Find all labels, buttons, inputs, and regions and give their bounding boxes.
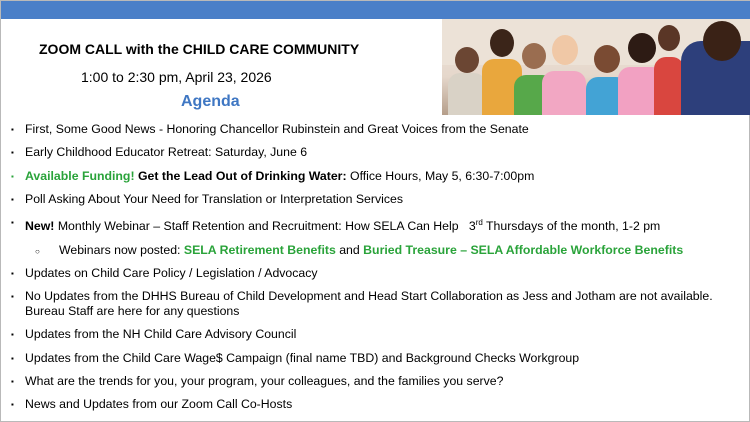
agenda-item: ▪ Early Childhood Educator Retreat: Saturday, June 6 [11, 145, 746, 160]
teacher-figure [681, 41, 750, 115]
page-title: ZOOM CALL with the CHILD CARE COMMUNITY [39, 41, 360, 57]
agenda-item: ▪ First, Some Good News - Honoring Chancellor Rubinstein and Great Voices from the Senate [11, 122, 746, 137]
children-classroom-photo [442, 19, 750, 115]
child-figure [448, 41, 486, 115]
top-banner [1, 1, 750, 19]
agenda-subitem: ○ Webinars now posted: SELA Retirement Benefits and Buried Treasure – SELA Affordable Workforce Benefits [11, 243, 746, 258]
agenda-item: ▪ Available Funding! Get the Lead Out of Drinking Water: Office Hours, May 5, 6:30-7:00pm [11, 169, 746, 184]
agenda-heading: Agenda [181, 93, 240, 110]
agenda-item: ▪ No Updates from the DHHS Bureau of Child Development and Head Start Collaboration as Jess and Jotham are not available. Bureau Staff are here for any questions [11, 289, 746, 319]
agenda-list [11, 122, 746, 421]
agenda-item: ▪ Updates from the NH Child Care Advisory Council [11, 327, 746, 342]
agenda-item: ▪ New! Monthly Webinar – Staff Retention and Recruitment: How SELA Can Help 3rd Thursdays of the month, 1-2 pm [11, 215, 746, 234]
agenda-item: ▪ Updates on Child Care Policy / Legislation / Advocacy [11, 266, 746, 281]
child-figure [542, 35, 586, 115]
meeting-time: 1:00 to 2:30 pm, April 23, 2026 [81, 69, 272, 85]
agenda-item: ▪ News and Updates from our Zoom Call Co-Hosts [11, 397, 746, 412]
child-figure [654, 25, 684, 115]
retirement-benefits-link[interactable]: SELA Retirement Benefits [183, 242, 336, 257]
agenda-item: ▪ What are the trends for you, your program, your colleagues, and the families you serve? [11, 374, 746, 389]
buried-treasure-link[interactable]: Buried Treasure – SELA Affordable Workforce Benefits [363, 242, 684, 257]
agenda-item: ▪ Poll Asking About Your Need for Translation or Interpretation Services [11, 192, 746, 207]
agenda-item: ▪ Updates from the Child Care Wage$ Campaign (final name TBD) and Background Checks Workgroup [11, 351, 746, 366]
